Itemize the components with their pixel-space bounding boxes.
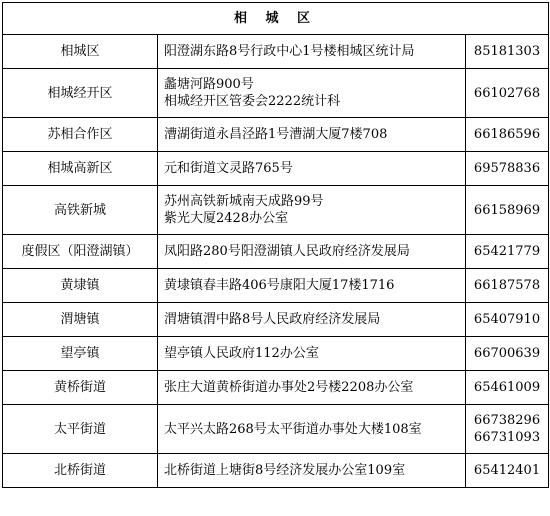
address-cell <box>158 35 466 69</box>
phone-cell <box>466 269 549 303</box>
table-row <box>3 303 549 337</box>
address-cell <box>158 235 466 269</box>
table-row <box>3 35 549 69</box>
address-cell <box>158 454 466 488</box>
phone-cell <box>466 337 549 371</box>
district-name-cell: 北桥街道 <box>3 454 158 488</box>
table-row <box>3 235 549 269</box>
district-name-cell: 渭塘镇 <box>3 303 158 337</box>
district-name-cell: 太平街道 <box>3 405 158 454</box>
address-line: 阳澄湖东路8号行政中心1号楼相城区统计局 <box>164 44 415 59</box>
address-line: 蠡塘河路900号 <box>164 77 254 92</box>
address-cell <box>158 371 466 405</box>
district-name-cell: 相城区 <box>3 35 158 69</box>
phone-cell <box>466 454 549 488</box>
phone-number: 66186596 <box>473 127 541 142</box>
address-cell <box>158 152 466 186</box>
address-line: 张庄大道黄桥街道办事处2号楼2208办公室 <box>164 380 414 395</box>
table-row <box>3 118 549 152</box>
address-cell <box>158 69 466 118</box>
phone-number: 69578836 <box>473 161 541 176</box>
phone-cell <box>466 69 549 118</box>
address-line: 黄埭镇春丰路406号康阳大厦17楼1716 <box>164 278 395 293</box>
table-row <box>3 454 549 488</box>
district-name-cell: 苏相合作区 <box>3 118 158 152</box>
phone-number: 66700639 <box>473 346 541 361</box>
phone-cell <box>466 118 549 152</box>
address-cell <box>158 337 466 371</box>
address-cell <box>158 303 466 337</box>
phone-number: 85181303 <box>473 44 541 59</box>
address-line: 望亭镇人民政府112办公室 <box>164 346 319 361</box>
address-cell <box>158 405 466 454</box>
table-row <box>3 371 549 405</box>
phone-cell <box>466 303 549 337</box>
phone-cell <box>466 35 549 69</box>
address-line: 凤阳路280号阳澄湖镇人民政府经济发展局 <box>164 244 410 259</box>
phone-number: 66738296 <box>473 413 541 428</box>
district-name-cell: 高铁新城 <box>3 186 158 235</box>
phone-number: 66187578 <box>473 278 541 293</box>
address-line: 漕湖街道永昌泾路1号漕湖大厦7楼708 <box>164 127 388 142</box>
table-row <box>3 186 549 235</box>
district-name-cell: 相城高新区 <box>3 152 158 186</box>
table-row <box>3 405 549 454</box>
address-line: 北桥街道上塘街8号经济发展办公室109室 <box>164 463 406 478</box>
district-name-cell: 黄桥街道 <box>3 371 158 405</box>
address-line: 元和街道文灵路765号 <box>164 161 293 176</box>
district-name-cell: 黄埭镇 <box>3 269 158 303</box>
phone-cell <box>466 405 549 454</box>
title-row <box>3 3 549 35</box>
phone-number: 65412401 <box>473 463 541 478</box>
table-row <box>3 269 549 303</box>
address-line: 相城经开区管委会2222统计科 <box>164 94 341 109</box>
contact-directory-table <box>2 2 549 488</box>
phone-number: 65461009 <box>473 380 541 395</box>
table-row <box>3 152 549 186</box>
phone-number: 65407910 <box>473 312 541 327</box>
address-line: 苏州高铁新城南天成路99号 <box>164 194 324 209</box>
phone-cell <box>466 152 549 186</box>
table-row <box>3 337 549 371</box>
phone-number: 66731093 <box>473 430 541 445</box>
table-row <box>3 69 549 118</box>
address-cell <box>158 269 466 303</box>
phone-number: 66158969 <box>473 202 541 218</box>
address-cell <box>158 118 466 152</box>
address-cell <box>158 186 466 235</box>
address-line: 太平兴太路268号太平街道办事处大楼108室 <box>164 421 422 437</box>
phone-cell <box>466 235 549 269</box>
district-name-cell: 相城经开区 <box>3 69 158 118</box>
table-title: 相 城 区 <box>3 3 549 35</box>
phone-number: 65421779 <box>473 244 541 259</box>
address-line: 紫光大厦2428办公室 <box>164 211 289 226</box>
phone-number: 66102768 <box>473 85 541 101</box>
phone-cell <box>466 186 549 235</box>
address-line: 渭塘镇渭中路8号人民政府经济发展局 <box>164 312 381 327</box>
phone-cell <box>466 371 549 405</box>
district-name-cell: 度假区（阳澄湖镇） <box>3 235 158 269</box>
district-name-cell: 望亭镇 <box>3 337 158 371</box>
